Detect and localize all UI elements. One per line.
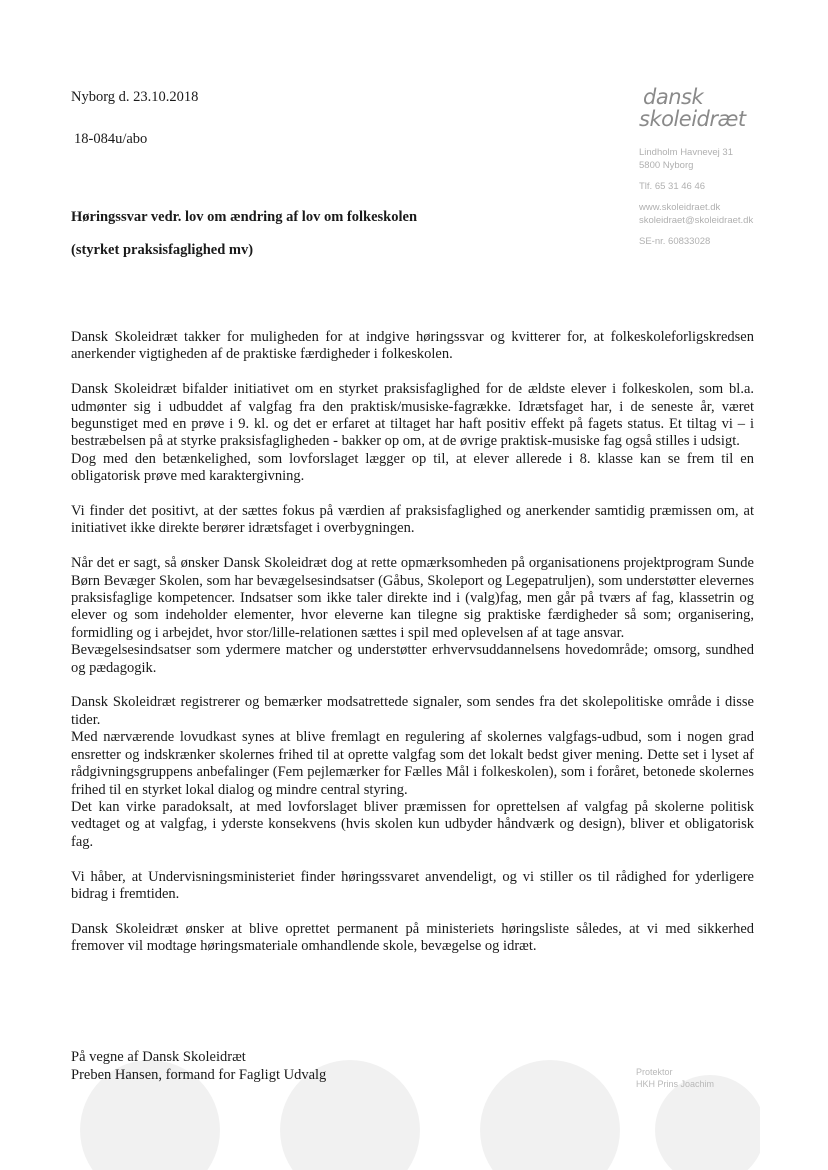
paragraph-9: Det kan virke paradoksalt, at med lovforslaget bliver præmissen for oprettelsen af valgfag på skolerne politisk vedtaget og at valgfag, i yderste konsekvens (hvis skolen kun udbyder håndværk og design), bliver et obligatorisk fag. [71,798,754,850]
dansk-skoleidraet-logo [637,82,787,132]
svg-text:dansk: dansk [643,85,704,109]
sender-address-city: 5800 Nyborg [639,160,694,171]
sender-website: www.skoleidraet.dk [639,202,721,213]
paragraph-4: Vi finder det positivt, at der sættes fokus på værdien af praksisfaglighed og anerkender samtidig præmissen om, at initiativet ikke direkte berører idrætsfaget i overbygningen. [71,503,754,537]
paragraph-11: Dansk Skoleidræt ønsker at blive oprettet permanent på ministeriets høringsliste således, at vi med sikkerhed fremover vil modtage høringsmateriale omhandlende skole, bevægelse og idræt. [71,920,754,955]
protektor-info [636,1066,714,1090]
paragraph-3: Dog med den betænkelighed, som lovforslaget lægger op til, at elever allerede i 8. klasse kan se frem til en obligatorisk prøve med karaktergivning. [71,450,754,485]
sender-info [639,146,753,248]
sender-address-street: Lindholm Havnevej 31 [639,147,734,158]
letter-reference: 18-084u/abo [74,131,148,147]
letter-subtitle: (styrket praksisfaglighed mv) [71,242,254,258]
paragraph-5: Når det er sagt, så ønsker Dansk Skoleidræt dog at rette opmærksomheden på organisationens projektprogram Sunde Børn Bevæger Skolen, som har bevægelsesindsatser (Gåbus, Skoleport og Legepatruljen), som understøtter elevernes praksisfaglige kompetencer. Indsatser som ikke taler direkte ind i (valg)fag, men går på tværs af fag, klassetrin og elever og som indeholder elementer, hvor eleverne kan tilegne sig praktiske færdigheder så som; organisering, formidling og i arbejdet, hvor stor/lille-relationen sættes i spil med oplevelsen af at tage ansvar. [71,555,754,641]
closing-on-behalf: På vegne af Dansk Skoleidræt [71,1049,246,1065]
protektor-name: HKH Prins Joachim [636,1079,715,1089]
paragraph-8: Med nærværende lovudkast synes at blive fremlagt en regulering af skolernes valgfags-udbud, som i nogen grad ensretter og indskrænker skolernes frihed til at oprette valgfag som det lokalt bedst giver mening. Dette set i lyset af rådgivningsgruppens anbefalinger (Fem pejlemærker for Fælles Mål i folkeskolen), som i foråret, betonede skolernes frihed til en styrket lokal dialog og mindre central styring. [71,729,754,798]
closing-signatory: Preben Hansen, formand for Fagligt Udvalg [71,1067,327,1083]
paragraph-7: Dansk Skoleidræt registrerer og bemærker modsatrettede signaler, som sendes fra det skolepolitiske område i disse tider. [71,694,754,728]
letter-body [71,329,754,973]
letter-closing [71,1048,326,1084]
paragraph-1: Dansk Skoleidræt takker for muligheden for at indgive høringssvar og kvitterer for, at folkeskoleforligskredsen anerkender vigtigheden af de praktiske færdigheder i folkeskolen. [71,329,754,363]
svg-text:skoleidræt: skoleidræt [639,107,746,131]
watermark-graphic [60,1020,760,1170]
sender-cvr: SE-nr. 60833028 [639,236,711,247]
paragraph-2: Dansk Skoleidræt bifalder initiativet om en styrket praksisfaglighed for de ældste elever i folkeskolen, som bl.a. udmønter sig i udbuddet af valgfag fra den praktisk/musiske-fagrække. Idrætsfaget har, i de seneste år, været begunstiget med en prøve i 9. kl. og det er erfaret at tiltaget har haft positiv effekt på fagets status. Et tiltag vi – i bestræbelsen på at styrke praksisfagligheden - bakker op om, at de øvrige praktisk-musiske fag også stilles i udsigt. [71,381,754,450]
sender-phone: Tlf. 65 31 46 46 [639,181,706,192]
letter-date: Nyborg d. 23.10.2018 [71,89,199,105]
sender-email: skoleidraet@skoleidraet.dk [639,215,754,226]
paragraph-10: Vi håber, at Undervisningsministeriet finder høringssvaret anvendeligt, og vi stiller os til rådighed for yderligere bidrag i fremtiden. [71,868,754,902]
protektor-label: Protektor [636,1067,673,1077]
letter-title: Høringssvar vedr. lov om ændring af lov om folkeskolen [71,209,418,225]
paragraph-6: Bevægelsesindsatser som ydermere matcher og understøtter erhvervsuddannelsens hovedområde; omsorg, sundhed og pædagogik. [71,642,754,676]
